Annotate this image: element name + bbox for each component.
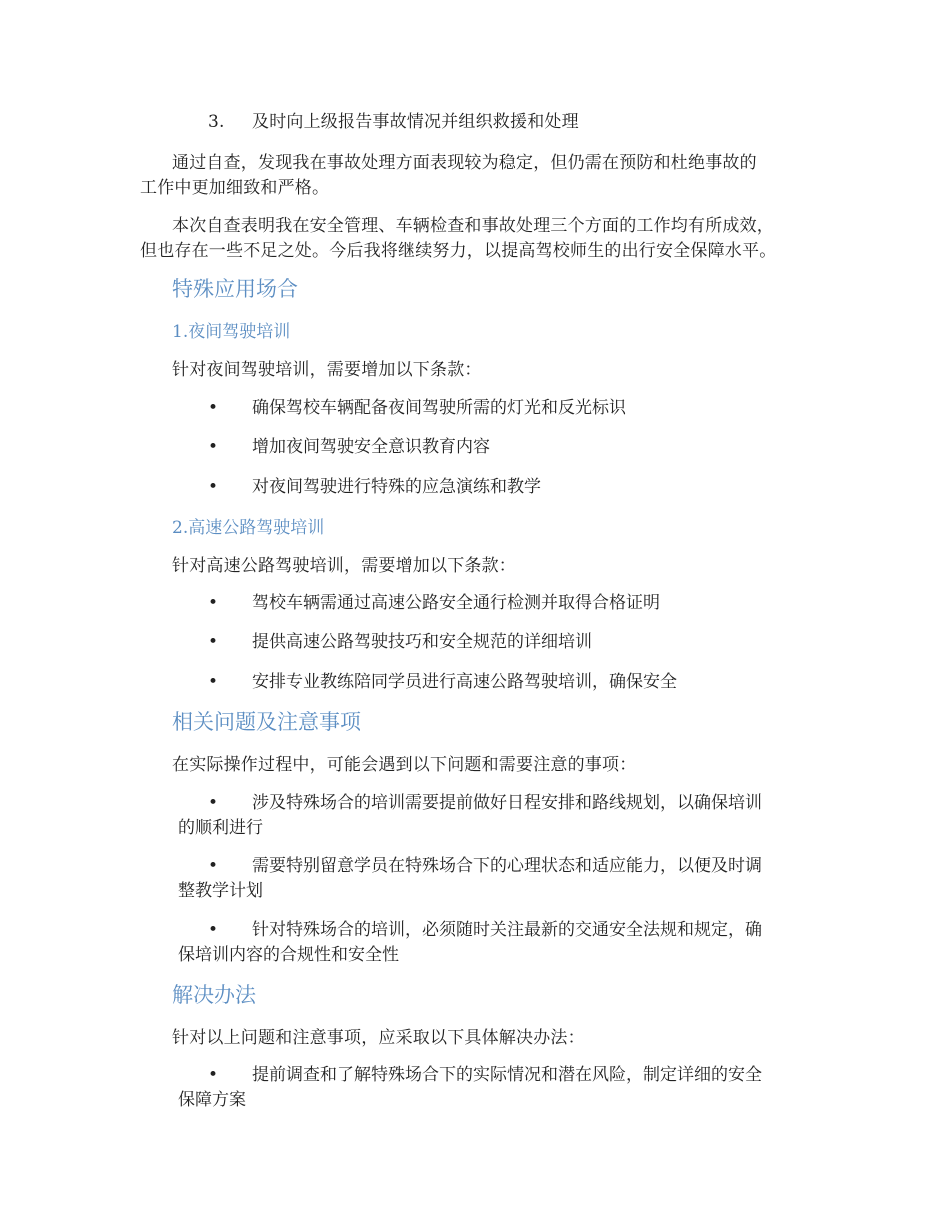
bullet-icon: • (208, 672, 219, 692)
list-item-text: 涉及特殊场合的培训需要提前做好日程安排和路线规划，以确保培训 (252, 793, 762, 813)
paragraph-line: 工作中更加细致和严格。 (140, 178, 330, 198)
list-item-text: 驾校车辆需通过高速公路安全通行检测并取得合格证明 (252, 593, 660, 613)
paragraph-line: 但也存在一些不足之处。今后我将继续努力，以提高驾校师生的出行安全保障水平。 (140, 241, 777, 261)
paragraph-line: 针对以上问题和注意事项，应采取以下具体解决办法： (172, 1028, 585, 1048)
paragraph-line: 在实际操作过程中，可能会遇到以下问题和需要注意的事项： (172, 755, 637, 775)
section-heading: 相关问题及注意事项 (172, 710, 361, 734)
bullet-icon: • (208, 793, 219, 813)
list-item-text-continued: 保障方案 (178, 1090, 246, 1110)
subsection-heading: 1.夜间驾驶培训 (172, 322, 291, 342)
bullet-icon: • (208, 437, 219, 457)
list-item-text-continued: 保培训内容的合规性和安全性 (178, 945, 399, 965)
list-item-text-continued: 整教学计划 (178, 881, 263, 901)
list-item-text: 提供高速公路驾驶技巧和安全规范的详细培训 (252, 632, 592, 652)
list-item-text: 安排专业教练陪同学员进行高速公路驾驶培训，确保安全 (252, 672, 677, 692)
bullet-icon: • (208, 632, 219, 652)
section-heading: 解决办法 (172, 983, 256, 1007)
list-item-text: 针对特殊场合的培训，必须随时关注最新的交通安全法规和规定，确 (252, 920, 762, 940)
list-item-text: 及时向上级报告事故情况并组织救援和处理 (252, 112, 579, 132)
bullet-icon: • (208, 920, 219, 940)
paragraph-line: 针对夜间驾驶培训，需要增加以下条款： (172, 360, 482, 380)
paragraph-line: 针对高速公路驾驶培训，需要增加以下条款： (172, 556, 516, 576)
list-item-text: 对夜间驾驶进行特殊的应急演练和教学 (252, 477, 541, 497)
list-number: 3. (208, 112, 225, 132)
list-item-text: 增加夜间驾驶安全意识教育内容 (252, 437, 490, 457)
bullet-icon: • (208, 856, 219, 876)
bullet-icon: • (208, 593, 219, 613)
list-item-text: 提前调查和了解特殊场合下的实际情况和潜在风险，制定详细的安全 (252, 1065, 762, 1085)
paragraph-line: 通过自查，发现我在事故处理方面表现较为稳定，但仍需在预防和杜绝事故的 (172, 153, 757, 173)
paragraph-line: 本次自查表明我在安全管理、车辆检查和事故处理三个方面的工作均有所成效， (172, 216, 774, 236)
list-item-text-continued: 的顺利进行 (178, 818, 263, 838)
section-heading: 特殊应用场合 (172, 277, 298, 301)
bullet-icon: • (208, 398, 219, 418)
list-item-text: 需要特别留意学员在特殊场合下的心理状态和适应能力，以便及时调 (252, 856, 762, 876)
list-item-text: 确保驾校车辆配备夜间驾驶所需的灯光和反光标识 (252, 398, 626, 418)
bullet-icon: • (208, 477, 219, 497)
bullet-icon: • (208, 1065, 219, 1085)
subsection-heading: 2.高速公路驾驶培训 (172, 518, 325, 538)
